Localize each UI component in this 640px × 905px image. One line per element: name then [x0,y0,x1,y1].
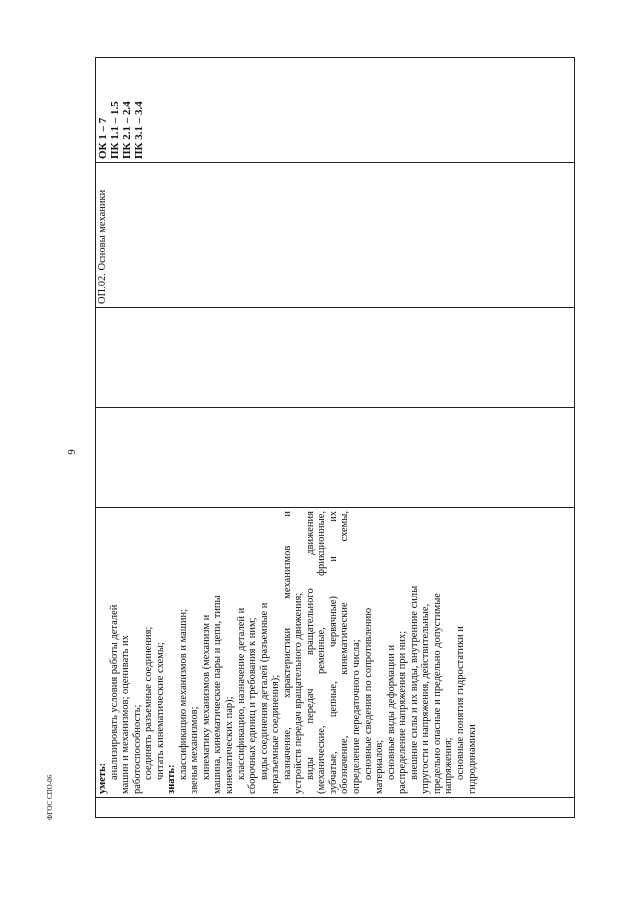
knowledge-line: материалов; [374,739,386,794]
index-cell [96,798,575,818]
knowledge-line: внешние силы и их виды, внутренние силы [408,585,420,780]
knowledge-label: знать: [166,764,178,794]
knowledge-line: предельно опасные и предельно допустимые [431,593,443,794]
knowledge-line: кинематических пар); [224,696,236,794]
competency-code: ОК 1 – 7 [97,117,109,159]
page-number: 9 [66,449,78,455]
knowledge-line: основные виды деформации и [385,644,397,780]
skill-line: анализировать условия работы деталей [108,604,120,780]
knowledge-line: неразъемные соединения); [270,674,282,794]
knowledge-line: зубчатые, цепные, червячные) и их [327,511,339,794]
competency-code: ПК 2.1 – 2.4 [121,101,134,159]
empty-cell [96,308,575,408]
knowledge-line: назначение, характеристики механизмов и [281,511,293,780]
knowledge-line: упругости и напряжения, действительные, [420,603,432,794]
skill-line: машин и механизмов; оценивать их [120,635,132,794]
competency-code: ПК 3.1 – 3.4 [133,101,146,159]
knowledge-line: звенья механизмов; [189,706,201,794]
knowledge-line: виды передач вращательного движения [304,511,316,780]
rotated-table-sheet [95,58,575,818]
skills-label: уметь: [97,762,108,794]
knowledge-line: определение передаточного числа; [351,639,363,794]
discipline-name: ОП.02. Основы механики [97,189,108,304]
knowledge-line: (механические, ременные, фрикционные, [316,511,328,794]
knowledge-line: устройств передач вращательного движения; [293,592,305,794]
skill-line: работоспособность; [131,704,143,794]
knowledge-line: классификацию, назначение деталей и [235,607,247,780]
knowledge-line: кинематику механизмов (механизм и [200,614,212,780]
knowledge-line: основные понятия гидростатики и [454,626,466,780]
knowledge-line: сборочных единиц и требования к ним; [247,617,259,794]
knowledge-line: обозначение, кинематические схемы, [339,511,351,794]
empty-cell [96,408,575,508]
knowledge-line: основные сведения по сопротивлению [362,607,374,780]
competency-code: ПК 1.1 – 1.5 [109,101,122,159]
discipline-cell [96,163,575,308]
knowledge-line: машина, кинематические пары и цепи, типы [212,595,224,794]
skill-line: читать кинематические схемы; [154,642,166,780]
curriculum-table [95,57,575,818]
knowledge-line: классификацию механизмов и машин; [177,608,189,780]
knowledge-line: напряжения; [443,737,455,794]
skill-line: соединять разъемные соединения; [143,626,155,780]
knowledge-line: гидродинамики [466,724,478,794]
competencies-cell [96,58,575,163]
knowledge-line: распределение напряжения при них; [397,630,409,794]
requirements-cell [96,508,575,798]
knowledge-line: виды соединения деталей (разъемные и [258,602,270,780]
document-footer: ФГОС СПО-06 [46,774,54,820]
table-row [96,58,575,818]
